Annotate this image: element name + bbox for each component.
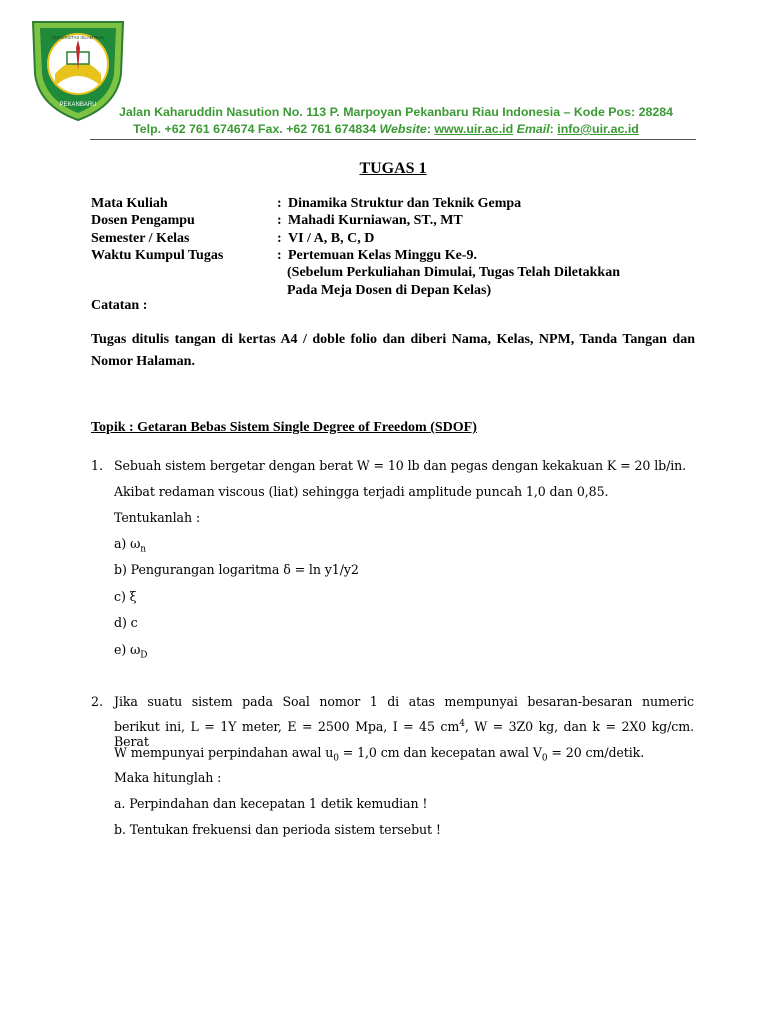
q1-item-e-sub: D xyxy=(140,650,148,661)
q2-line-3-sub2: 0 xyxy=(541,753,548,764)
question-1-number: 1. xyxy=(91,458,104,473)
info-label: Mata Kuliah xyxy=(91,196,168,211)
logo-name-text: UNIVERSITAS ISLAM RIAU xyxy=(51,35,105,40)
letterhead-contact: Telp. +62 761 674674 Fax. +62 761 674834 Website: www.uir.ac.id Email: info@uir.ac.id xyxy=(133,122,639,136)
letterhead-phone: Telp. +62 761 674674 Fax. +62 761 674834 xyxy=(133,122,377,136)
q1-item-b: b) Pengurangan logaritma δ = ln y1/y2 xyxy=(114,562,359,577)
q2-line-3 xyxy=(114,745,644,764)
q1-item-e-text: e) ω xyxy=(114,642,141,657)
q1-item-e xyxy=(114,642,147,661)
header-divider xyxy=(90,139,696,140)
q2-item-b: b. Tentukan frekuensi dan perioda sistem tersebut ! xyxy=(114,822,441,837)
letterhead-address: Jalan Kaharuddin Nasution No. 113 P. Marpoyan Pekanbaru Riau Indonesia – Kode Pos: 28284 xyxy=(118,105,674,119)
question-2-number: 2. xyxy=(91,694,104,709)
note-text: Tugas ditulis tangan di kertas A4 / doble folio dan diberi Nama, Kelas, NPM, Tanda Tangan dan Nomor Halaman. xyxy=(91,332,695,369)
logo-city-text: PEKANBARU xyxy=(59,102,97,108)
q2-line-3-sub1: 0 xyxy=(333,753,339,764)
q2-line-1: Jika suatu sistem pada Soal nomor 1 di atas mempunyai besaran-besaran numeric xyxy=(114,694,694,709)
info-value: VI / A, B, C, D xyxy=(288,231,375,246)
q2-line-3-b: = 1,0 cm dan kecepatan awal V xyxy=(338,745,542,760)
q2-line-3-c: = 20 cm/detik. xyxy=(547,745,645,760)
website-label: Website xyxy=(379,122,427,136)
q2-line-2-sup: 4 xyxy=(459,719,465,729)
q2-line-2-b: , W = 3Z0 kg, dan k = 2X0 kg/cm. Berat xyxy=(114,719,694,750)
topic-heading: Topik : Getaran Bebas Sistem Single Degree of Freedom (SDOF) xyxy=(91,420,477,435)
info-colon: : xyxy=(277,213,282,228)
q2-line-4: Maka hitunglah : xyxy=(114,770,222,785)
q1-line-3: Tentukanlah : xyxy=(114,510,201,525)
q1-line-1: Sebuah sistem bergetar dengan berat W = 10 lb dan pegas dengan kekakuan K = 20 lb/in. xyxy=(114,458,687,473)
q1-item-a-sub: n xyxy=(140,544,146,555)
q2-item-a: a. Perpindahan dan kecepatan 1 detik kemudian ! xyxy=(114,796,428,811)
q1-item-d: d) c xyxy=(114,615,138,630)
website-link[interactable]: www.uir.ac.id xyxy=(434,122,514,136)
q1-item-c: c) ξ xyxy=(114,589,137,604)
email-link[interactable]: info@uir.ac.id xyxy=(557,122,639,136)
info-label: Dosen Pengampu xyxy=(91,213,195,228)
info-colon: : xyxy=(277,231,282,246)
info-colon: : xyxy=(277,248,282,263)
q1-line-2: Akibat redaman viscous (liat) sehingga terjadi amplitude puncah 1,0 dan 0,85. xyxy=(114,484,609,499)
catatan-label: Catatan : xyxy=(91,298,148,313)
info-value: Dinamika Struktur dan Teknik Gempa xyxy=(288,196,522,211)
q1-item-a-text: a) ω xyxy=(114,536,141,551)
q2-line-3-a: W mempunyai perpindahan awal u xyxy=(114,745,334,760)
email-label: Email xyxy=(516,122,550,136)
q1-item-a xyxy=(114,536,146,555)
info-continuation-2: Pada Meja Dosen di Depan Kelas) xyxy=(287,283,492,298)
q2-line-2-a: berikut ini, L = 1Y meter, E = 2500 Mpa, I = 45 cm xyxy=(114,719,460,735)
info-continuation-1: (Sebelum Perkuliahan Dimulai, Tugas Telah Diletakkan xyxy=(287,265,620,280)
info-value: Mahadi Kurniawan, ST., MT xyxy=(288,213,463,228)
info-colon: : xyxy=(277,196,282,211)
info-value: Pertemuan Kelas Minggu Ke-9. xyxy=(288,248,477,263)
info-label: Semester / Kelas xyxy=(91,231,190,246)
info-label: Waktu Kumpul Tugas xyxy=(91,248,224,263)
page-title: TUGAS 1 xyxy=(359,160,427,177)
